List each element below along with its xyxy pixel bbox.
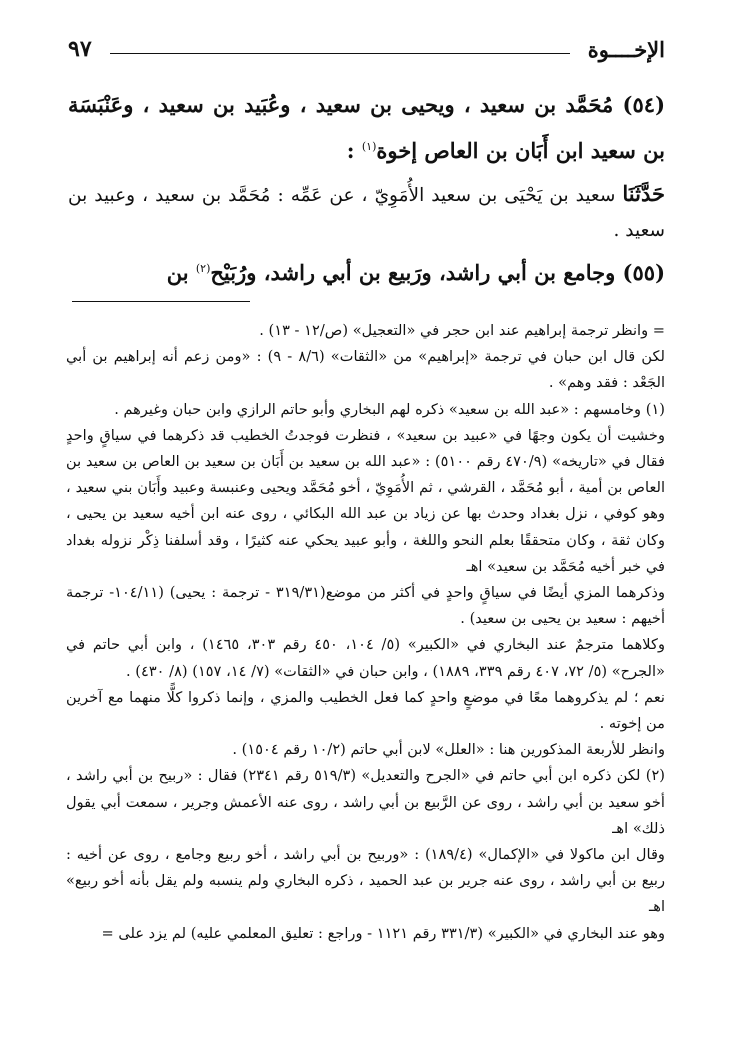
footnote-1-paragraph: وذكرهما المزي أيضًا في سياقٍ واحدٍ في أكثر من موضع(٣١٩/٣١ - ترجمة : يحيى) (١٠٤/١١- ترجمة أخيهم : سعيد بن يحيى بن سعيد) .: [66, 584, 665, 628]
footnote-separator: [72, 301, 250, 302]
running-title: الإخــــوة: [587, 36, 665, 62]
entry-55-text: (٥٥) وجامع بن أبي راشد، ورَبيع بن أبي راشد، ورُبَيْح: [210, 260, 665, 285]
isnad-paragraph: [68, 176, 665, 248]
haddathana-word: حَدَّثَنَا: [622, 181, 665, 206]
entry-54-heading: [68, 84, 665, 172]
entry-55-tail: بن: [166, 260, 196, 285]
footnote-2-paragraph: وقال ابن ماكولا في «الإكمال» (١٨٩/٤) : «وربيح بن أبي راشد ، أخو ربيع وجامع ، روى عن أخيه : ربيع بن أبي راشد ، روى عنه جرير بن عبد الحميد ، ذكره البخاري ولم ينسبه ولم يقل بأنه أخو ربيع» اهـ: [66, 846, 665, 916]
footnote-1-paragraph: وكلاهما مترجمٌ عند البخاري في «الكبير» (٥/ ١٠٤، ٤٥٠ رقم ٣٠٣، ١٤٦٥) ، وابن أبي حاتم في «الجرح» (٥/ ٧٢، ٤٠٧ رقم ٣٣٩، ١٨٨٩) ، وابن حبان في «الثقات» (٧/ ١٤، ١٥٧) (٨/ ٤٣٠) .: [66, 636, 665, 680]
footnote-marker-2: (٢): [195, 262, 211, 275]
page-number: ٩٧: [68, 36, 92, 62]
header-rule: [110, 53, 570, 54]
footnote-continuation-line: لكن قال ابن حبان في ترجمة «إبراهيم» من «الثقات» (٨/٦ - ٩) : «ومن زعم أنه إبراهيم بن أبي الجَعْد : فقد وهم» .: [66, 348, 665, 392]
footnote-continuation-line: = وانظر ترجمة إبراهيم عند ابن حجر في «التعجيل» (ص/١٢ - ١٣) .: [259, 322, 665, 339]
entry-55-heading: [68, 248, 665, 294]
isnad-text: سعيد بن يَحْيَى بن سعيد الأُمَوِيّ ، عن عَمِّه : مُحَمَّد بن سعيد ، وعبيد بن سعيد .: [68, 185, 665, 241]
footnote-1-paragraph: وانظر للأربعة المذكورين هنا : «العلل» لابن أبي حاتم (١٠/٢ رقم ١٥٠٤) .: [232, 741, 665, 759]
entry-54-colon: :: [346, 138, 362, 163]
page-header: [68, 32, 665, 66]
footnote-1: (١) وخامسهم : «عبد الله بن سعيد» ذكره لهم البخاري وأبو حاتم الرازي وابن حبان وغيرهم .: [114, 400, 665, 418]
main-text: [68, 84, 665, 294]
footnote-2: (٢) لكن ذكره ابن أبي حاتم في «الجرح والتعديل» (٥١٩/٣ رقم ٢٣٤١) فقال : «ربيح بن أبي راشد ، أخو سعيد بن أبي راشد ، روى عن الرَّبيع بن أبي راشد ، روى عنه الأعمش وجرير ، سمعت أبي يقول ذلك» اهـ: [66, 767, 665, 837]
footnote-1-paragraph: وخشيت أن يكون وجهًا في «عبيد بن سعيد» ، فنظرت فوجدتُ الخطيب قد ذكرهما في سياقٍ واحدٍ فقال في «تاريخه» (٤٧٠/٩ رقم ٥١٠٠) : «عبد الله بن سعيد بن أَبَان بن سعيد بن العاص بن سعيد بن العاص بن أمية ، أبو مُحَمَّد ، القرشي ، ثم الأُمَوِيّ ، أخو مُحَمَّد ويحيى وعنبسة وعبيد وأَبَان بني سعيد ، وهو كوفي ، نزل بغداد وحدث بها عن زياد بن عبد الله البكائي ، روى عنه ابن أخيه سعيد بن يحيى ، وكان ثقة ، وكان متحققًا بعلم النحو واللغة ، وأبو عبيد يحكي عنه كثيرًا ، وقد أسلفنا ذِكْر نزوله بغداد في خبر أخيه مُحَمَّد بن سعيد» اهـ: [66, 426, 665, 575]
footnote-1-paragraph: نعم ؛ لم يذكروهما معًا في موضعٍ واحدٍ كما فعل الخطيب والمزي ، وإنما ذكروا كلًّا منهما مع آخرين من إخوته .: [66, 688, 665, 733]
entry-54-text: (٥٤) مُحَمَّد بن سعيد ، ويحيى بن سعيد ، وعُبَيد بن سعيد ، وعَنْبَسَة بن سعيد ابن أَبَان بن العاص إخوة: [68, 92, 665, 163]
footnotes: [66, 318, 665, 947]
footnote-2-paragraph: وهو عند البخاري في «الكبير» (٣٣١/٣ رقم ١١٢١ - وراجع : تعليق المعلمي عليه) لم يزد على =: [101, 924, 665, 942]
footnote-marker-1: (١): [361, 140, 377, 153]
